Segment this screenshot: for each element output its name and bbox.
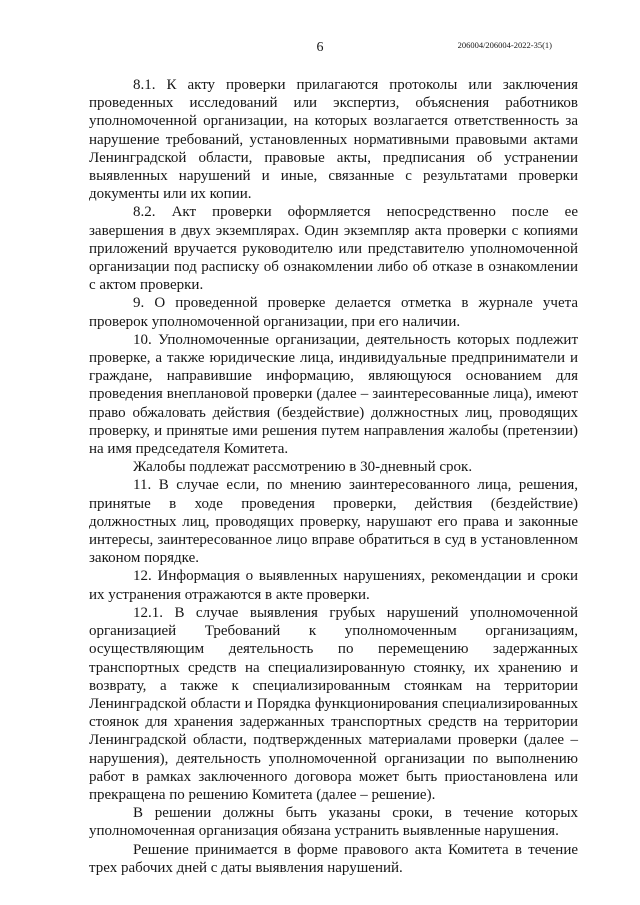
paragraph-11: 11. В случае если, по мнению заинтересованного лица, решения, принятые в ходе проведения проверки, действия (бездействие) должностных лиц, проводящих проверку, нарушают его права и законные интересы, заинтересованное лицо вправе обратиться в суд в установленном законом порядке. — [89, 477, 578, 567]
paragraph-12: 12. Информация о выявленных нарушениях, рекомендации и сроки их устранения отражаются в акте проверки. — [89, 568, 578, 603]
paragraph-10: 10. Уполномоченные организации, деятельность которых подлежит проверке, а также юридические лица, индивидуальные предприниматели и граждане, направившие информацию, являющуюся основанием для проведения внеплановой проверки (далее – заинтересованные лица), имеют право обжаловать действия (бездействие) должностных лиц, проводящих проверку, и принятые ими решения путем направления жалобы (претензии) на имя председателя Комитета. — [89, 331, 578, 458]
paragraph-8-2: 8.2. Акт проверки оформляется непосредственно после ее завершения в двух экземплярах. Один экземпляр акта проверки с копиями приложений вручается руководителю или представителю уполномоченной организации под расписку об ознакомлении либо об отказе в ознакомлении с актом проверки. — [89, 204, 578, 294]
document-id: 206004/206004-2022-35(1) — [457, 40, 552, 50]
paragraph-8-1: 8.1. К акту проверки прилагаются протоколы или заключения проведенных исследований или экспертиз, объяснения работников уполномоченной организации, на которых возлагается ответственность за нарушение требований, установленных нормативными правовыми актами Ленинградской области, правовые акты, предписания об устранении выявленных нарушений и иные, связанные с результатами проверки документы или их копии. — [89, 77, 578, 203]
paragraph-decision-form: Решение принимается в форме правового акта Комитета в течение трех рабочих дней с даты выявления нарушений. — [89, 841, 578, 876]
paragraph-12-1: 12.1. В случае выявления грубых нарушений уполномоченной организацией Требований к уполномоченным организациям, осуществляющим деятельность по перемещению задержанных транспортных средств на специализированную стоянку, их хранению и возврату, а также к специализированным стоянкам на территории Ленинградской области и Порядка функционирования специализированных стоянок для хранения задержанных транспортных средств на территории Ленинградской области, подтвержденных материалами проверки (далее – нарушения), деятельность уполномоченной организации по выполнению работ в рамках заключенного договора может быть приостановлена или прекращена по решению Комитета (далее – решение). — [89, 604, 578, 803]
page-number: 6 — [316, 40, 324, 55]
document-body — [89, 76, 578, 877]
paragraph-9: 9. О проведенной проверке делается отметка в журнале учета проверок уполномоченной организации, при его наличии. — [89, 295, 578, 330]
paragraph-decision-terms: В решении должны быть указаны сроки, в течение которых уполномоченная организация обязана устранить выявленные нарушения. — [89, 805, 578, 840]
paragraph-complaints-term: Жалобы подлежат рассмотрению в 30-дневный срок. — [133, 459, 473, 476]
